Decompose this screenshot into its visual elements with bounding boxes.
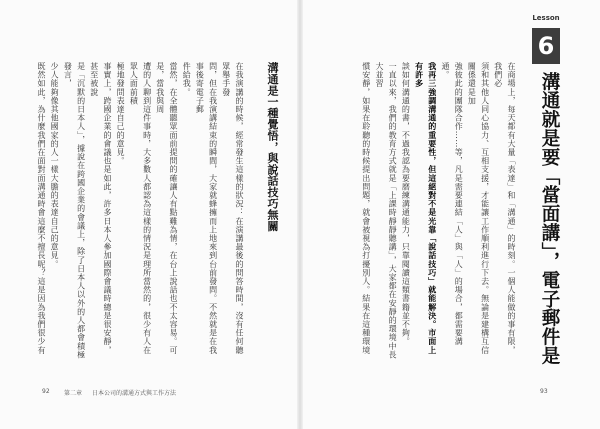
body-line: 慣安靜，如果在聆聽的時候提出問題，就會被視為打擾別人。結果在這種環境 — [361, 62, 371, 355]
body-line: 問，但在我演講結束的瞬間，大家就蜂擁而上地來到台前發問。不然就是在我事後寄電子郵 — [195, 62, 218, 355]
body-line: 遭的人聊到這件事時，大多數人都認為這樣的情況是理所當然的，很少有人在眾人面前積 — [129, 62, 152, 355]
chapter-title: 日本公司的溝通方式與工作方法 — [92, 390, 177, 397]
lesson-number-box — [532, 28, 560, 64]
body-line: 須和其他人同心協力、互相支援，才能讓工作順利進行下去。無論是建構互信關係還是加 — [467, 62, 490, 355]
body-line: 談如何溝通的書，不過我認為要磨練溝通能力，只靠閱讀這類書籍並不夠。 — [401, 62, 411, 346]
body-line: 當然，在全體聽眾面前提問的確讓人有點難為情，在台上說話也不太容易。可是，當我與周 — [155, 62, 178, 355]
body-line-highlight: 我再三強調溝通的重要性，但這絕對不是光靠「說話技巧」就能解決。市面上有許多 — [414, 62, 437, 355]
left-page-footer — [42, 388, 262, 398]
left-page-body — [34, 62, 246, 362]
body-line: 在我演講的時候，經常發生這樣的狀況：在演講最後的問答時間，沒有任何聽眾舉手發 — [221, 62, 244, 355]
right-page-number: 93 — [540, 388, 548, 395]
right-page-body — [358, 62, 518, 362]
body-line: 件給我。 — [182, 62, 192, 97]
book-gutter — [297, 0, 303, 429]
body-line: 極地發問表達自己的意見。 — [116, 62, 126, 166]
lesson-label: Lesson — [532, 14, 560, 22]
left-page-number: 92 — [42, 388, 50, 395]
body-line: 在商場上，每天都有大量「表達」和「溝通」的時刻。一個人能做的事有限，我們必 — [493, 62, 516, 355]
lesson-number: 6 — [537, 32, 555, 60]
section-heading: 溝通是一種覺悟，與說話技巧無關 — [266, 62, 279, 232]
body-line: 既然如此，為什麼我們在面對面溝通時會這麼不擅長呢？這是因為我們很少有 — [36, 62, 46, 355]
body-line: 強彼此的團隊合作……等，凡是需要連結「人」與「人」的場合，都需要溝通。 — [440, 62, 464, 346]
body-line: 少人能夠像其他國家的人一樣大膽的表達自己的意見。 — [50, 62, 60, 269]
body-line: 事實上，跨國企業的會議也是如此，許多日本人參加國際會議時總是很安靜，甚至被說 — [89, 62, 112, 355]
body-line: 一直以來，我們的教育方式就是「上課時靜靜聽講」，大家都在安靜的環境中長大並習 — [374, 62, 398, 359]
body-line: 是「沉默的日本人」，據說在跨國企業的會議上，除了日本人以外的人都會積極發言， — [63, 62, 86, 359]
lesson-title: 溝通就是要「當面講」，電子郵件是 — [539, 72, 560, 366]
chapter-label: 第二章 — [64, 390, 83, 397]
